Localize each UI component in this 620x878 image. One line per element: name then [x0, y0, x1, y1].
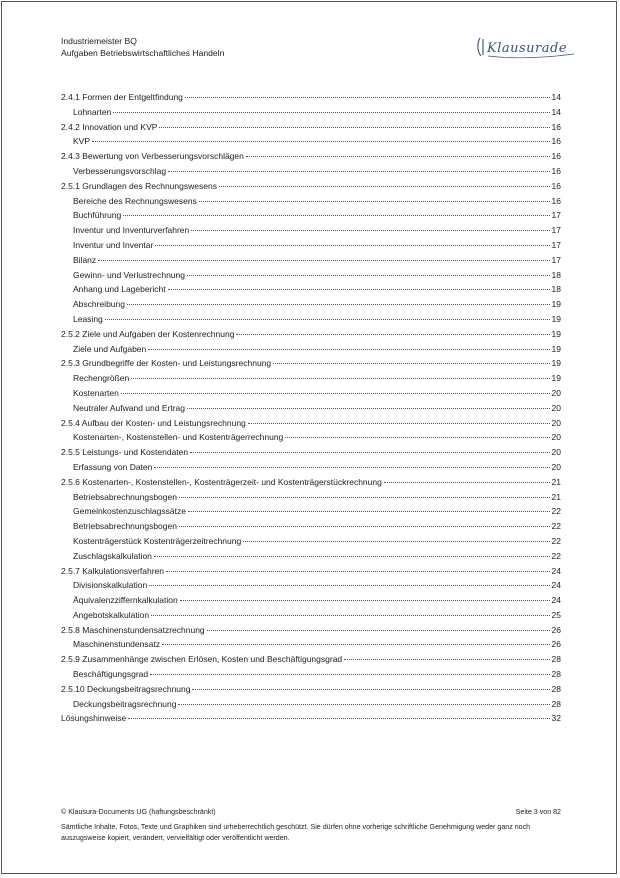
toc-page-number: 25 — [551, 609, 561, 620]
toc-subentry[interactable] — [61, 519, 561, 534]
toc-dot-leader — [243, 541, 549, 542]
toc-entry-title: Beschäftigungsgrad — [73, 669, 149, 680]
toc-subentry[interactable] — [61, 504, 561, 519]
toc-entry-title: Äquivalenzziffernkalkulation — [73, 595, 178, 606]
toc-entry-title: Verbesserungsvorschlag — [73, 165, 167, 176]
toc-dot-leader — [190, 452, 549, 453]
toc-entry-title: 2.4.3 Bewertung von Verbesserungsvorschlägen — [61, 151, 244, 162]
toc-subentry[interactable] — [61, 401, 561, 416]
toc-entry-title: Rechengrößen — [73, 373, 130, 384]
toc-dot-leader — [246, 156, 550, 157]
toc-entry-title: Inventur und Inventar — [73, 239, 154, 250]
toc-entry-title: Gemeinkostenzuschlagssätze — [73, 506, 186, 517]
toc-entry-title: Leasing — [73, 313, 103, 324]
toc-entry-title: Gewinn- und Verlustrechnung — [73, 269, 185, 280]
toc-dot-leader — [105, 319, 550, 320]
toc-entry[interactable] — [61, 445, 561, 460]
toc-dot-leader — [178, 704, 549, 705]
toc-subentry[interactable] — [61, 667, 561, 682]
toc-page-number: 24 — [551, 595, 561, 606]
toc-entry[interactable] — [61, 623, 561, 638]
toc-entry[interactable] — [61, 356, 561, 371]
toc-entry[interactable] — [61, 652, 561, 667]
toc-dot-leader — [155, 245, 549, 246]
toc-page-number: 28 — [551, 654, 561, 665]
toc-dot-leader — [154, 467, 549, 468]
toc-page-number: 16 — [551, 165, 561, 176]
page-header — [61, 36, 224, 59]
toc-page-number: 28 — [551, 698, 561, 709]
toc-entry[interactable] — [61, 120, 561, 135]
toc-page-number: 20 — [551, 402, 561, 413]
toc-entry[interactable] — [61, 711, 561, 726]
toc-subentry[interactable] — [61, 253, 561, 268]
toc-page-number: 21 — [551, 476, 561, 487]
table-of-contents — [61, 90, 561, 726]
toc-subentry[interactable] — [61, 637, 561, 652]
toc-dot-leader — [121, 393, 550, 394]
toc-subentry[interactable] — [61, 697, 561, 712]
toc-subentry[interactable] — [61, 164, 561, 179]
toc-entry-title: KVP — [73, 136, 91, 147]
toc-page-number: 17 — [551, 254, 561, 265]
toc-dot-leader — [127, 304, 550, 305]
toc-dot-leader — [148, 349, 549, 350]
toc-subentry[interactable] — [61, 490, 561, 505]
toc-dot-leader — [92, 141, 550, 142]
toc-page-number: 28 — [551, 669, 561, 680]
toc-entry-title: 2.5.6 Kostenarten-, Kostenstellen-, Kostenträgerzeit- und Kostenträgerstückrechnung — [61, 476, 382, 487]
toc-dot-leader — [236, 334, 549, 335]
toc-subentry[interactable] — [61, 194, 561, 209]
toc-entry-title: Buchführung — [73, 210, 122, 221]
toc-subentry[interactable] — [61, 134, 561, 149]
toc-entry-title: Betriebsabrechnungsbogen — [73, 521, 177, 532]
toc-subentry[interactable] — [61, 578, 561, 593]
toc-subentry[interactable] — [61, 105, 561, 120]
toc-page-number: 20 — [551, 387, 561, 398]
toc-page-number: 18 — [551, 269, 561, 280]
document-page — [1, 1, 617, 874]
toc-subentry[interactable] — [61, 386, 561, 401]
toc-dot-leader — [248, 423, 550, 424]
toc-entry[interactable] — [61, 327, 561, 342]
toc-entry-title: Deckungsbeitragsrechnung — [73, 698, 177, 709]
toc-dot-leader — [185, 97, 550, 98]
footer-copyright: © Klausura-Documents UG (haftungsbeschränkt) — [61, 808, 216, 816]
toc-dot-leader — [154, 556, 550, 557]
toc-entry-title: 2.4.2 Innovation und KVP — [61, 121, 158, 132]
toc-page-number: 24 — [551, 565, 561, 576]
toc-entry-title: 2.5.2 Ziele und Aufgaben der Kostenrechnung — [61, 328, 235, 339]
toc-dot-leader — [219, 186, 550, 187]
toc-entry-title: Neutraler Aufwand und Ertrag — [73, 402, 185, 413]
toc-entry-title: Inventur und Inventurverfahren — [73, 225, 190, 236]
toc-dot-leader — [384, 482, 550, 483]
toc-dot-leader — [166, 571, 550, 572]
toc-subentry[interactable] — [61, 297, 561, 312]
toc-entry-title: 2.5.7 Kalkulationsverfahren — [61, 565, 165, 576]
toc-entry-title: Ziele und Aufgaben — [73, 343, 147, 354]
toc-subentry[interactable] — [61, 268, 561, 283]
toc-page-number: 16 — [551, 195, 561, 206]
toc-entry-title: 2.5.4 Aufbau der Kosten- und Leistungsrechnung — [61, 417, 246, 428]
toc-dot-leader — [273, 363, 549, 364]
toc-page-number: 28 — [551, 683, 561, 694]
toc-dot-leader — [149, 585, 549, 586]
toc-subentry[interactable] — [61, 223, 561, 238]
toc-page-number: 14 — [551, 92, 561, 102]
toc-entry[interactable] — [61, 564, 561, 579]
toc-subentry[interactable] — [61, 534, 561, 549]
toc-page-number: 24 — [551, 580, 561, 591]
toc-subentry[interactable] — [61, 460, 561, 475]
toc-dot-leader — [207, 630, 550, 631]
toc-page-number: 22 — [551, 535, 561, 546]
toc-page-number: 19 — [551, 313, 561, 324]
toc-dot-leader — [180, 600, 550, 601]
toc-page-number: 17 — [551, 225, 561, 236]
toc-page-number: 20 — [551, 417, 561, 428]
toc-entry-title: Erfassung von Daten — [73, 461, 153, 472]
toc-dot-leader — [151, 615, 549, 616]
header-line-1: Industriemeister BQ — [61, 36, 137, 46]
toc-page-number: 19 — [551, 358, 561, 369]
toc-dot-leader — [285, 437, 549, 438]
toc-page-number: 17 — [551, 239, 561, 250]
toc-dot-leader — [187, 408, 550, 409]
toc-page-number: 19 — [551, 373, 561, 384]
toc-entry[interactable] — [61, 682, 561, 697]
toc-subentry[interactable] — [61, 593, 561, 608]
toc-entry[interactable] — [61, 416, 561, 431]
toc-dot-leader — [162, 644, 550, 645]
toc-page-number: 18 — [551, 284, 561, 295]
toc-subentry[interactable] — [61, 238, 561, 253]
toc-page-number: 17 — [551, 210, 561, 221]
toc-page-number: 16 — [551, 180, 561, 191]
toc-dot-leader — [168, 171, 549, 172]
header-line-2: Aufgaben Betriebswirtschaftliches Handeln — [61, 47, 225, 58]
toc-dot-leader — [128, 718, 549, 719]
toc-dot-leader — [344, 659, 549, 660]
page-footer — [61, 807, 561, 843]
toc-dot-leader — [187, 275, 550, 276]
toc-page-number: 21 — [551, 491, 561, 502]
toc-page-number: 22 — [551, 550, 561, 561]
toc-entry-title: Lohnarten — [73, 106, 112, 117]
toc-page-number: 19 — [551, 328, 561, 339]
toc-page-number: 22 — [551, 506, 561, 517]
toc-entry[interactable] — [61, 149, 561, 164]
toc-dot-leader — [179, 526, 550, 527]
toc-subentry[interactable] — [61, 312, 561, 327]
footer-notice: Sämtliche Inhalte, Fotos, Texte und Graphiken sind urheberrechtlich geschützt. Sie dürfen ohne vorherige schriftliche Genehmigung weder ganz noch auszugsweise kopiert, verändert, vervielfältigt oder veröffentlicht werden. — [61, 823, 531, 842]
toc-subentry[interactable] — [61, 282, 561, 297]
toc-entry-title: Kostenträgerstück Kostenträgerzeitrechnung — [73, 535, 242, 546]
toc-dot-leader — [123, 215, 549, 216]
toc-subentry[interactable] — [61, 371, 561, 386]
toc-dot-leader — [192, 689, 549, 690]
toc-entry-title: Kostenarten-, Kostenstellen- und Kostenträgerrechnung — [73, 432, 284, 443]
toc-entry[interactable] — [61, 475, 561, 490]
toc-entry-title: Lösungshinweise — [61, 713, 127, 724]
toc-entry-title: Angebotskalkulation — [73, 609, 150, 620]
toc-entry-title: Divisionskalkulation — [73, 580, 148, 591]
toc-dot-leader — [159, 127, 549, 128]
toc-page-number: 20 — [551, 432, 561, 443]
toc-entry[interactable] — [61, 90, 561, 105]
toc-page-number: 32 — [551, 713, 561, 724]
toc-page-number: 20 — [551, 461, 561, 472]
toc-page-number: 16 — [551, 151, 561, 162]
toc-subentry[interactable] — [61, 549, 561, 564]
klausurade-logo — [474, 34, 578, 60]
toc-dot-leader — [98, 260, 549, 261]
toc-entry-title: Betriebsabrechnungsbogen — [73, 491, 177, 502]
toc-subentry[interactable] — [61, 342, 561, 357]
toc-dot-leader — [131, 378, 549, 379]
toc-entry[interactable] — [61, 179, 561, 194]
toc-page-number: 22 — [551, 521, 561, 532]
toc-page-number: 26 — [551, 639, 561, 650]
toc-entry-title: Zuschlagskalkulation — [73, 550, 152, 561]
toc-subentry[interactable] — [61, 608, 561, 623]
toc-entry-title: Abschreibung — [73, 299, 125, 310]
toc-subentry[interactable] — [61, 430, 561, 445]
toc-entry-title: Bereiche des Rechnungswesens — [73, 195, 197, 206]
toc-entry-title: 2.5.3 Grundbegriffe der Kosten- und Leistungsrechnung — [61, 358, 272, 369]
toc-dot-leader — [191, 230, 549, 231]
toc-entry-title: 2.5.10 Deckungsbeitragsrechnung — [61, 683, 191, 694]
toc-page-number: 16 — [551, 136, 561, 147]
toc-entry-title: Kostenarten — [73, 387, 119, 398]
toc-page-number: 16 — [551, 121, 561, 132]
toc-entry-title: Maschinenstundensatz — [73, 639, 160, 650]
toc-dot-leader — [168, 289, 550, 290]
toc-page-number: 26 — [551, 624, 561, 635]
toc-entry-title: 2.5.8 Maschinenstundensatzrechnung — [61, 624, 205, 635]
toc-page-number: 19 — [551, 299, 561, 310]
toc-subentry[interactable] — [61, 208, 561, 223]
toc-entry-title: 2.4.1 Formen der Entgeltfindung — [61, 92, 183, 102]
toc-entry-title: Anhang und Lagebericht — [73, 284, 166, 295]
toc-dot-leader — [113, 112, 549, 113]
logo-text: Klausurade — [487, 41, 568, 56]
footer-page-number: Seite 3 von 82 — [515, 808, 561, 816]
toc-dot-leader — [188, 511, 550, 512]
toc-dot-leader — [199, 201, 550, 202]
toc-page-number: 19 — [551, 343, 561, 354]
toc-entry-title: 2.5.1 Grundlagen des Rechnungswesens — [61, 180, 217, 191]
toc-entry-title: Bilanz — [73, 254, 97, 265]
toc-page-number: 20 — [551, 447, 561, 458]
toc-entry-title: 2.5.5 Leistungs- und Kostendaten — [61, 447, 189, 458]
toc-page-number: 14 — [551, 106, 561, 117]
toc-dot-leader — [179, 497, 550, 498]
toc-entry-title: 2.5.9 Zusammenhänge zwischen Erlösen, Kosten und Beschäftigungsgrad — [61, 654, 343, 665]
toc-dot-leader — [150, 674, 549, 675]
